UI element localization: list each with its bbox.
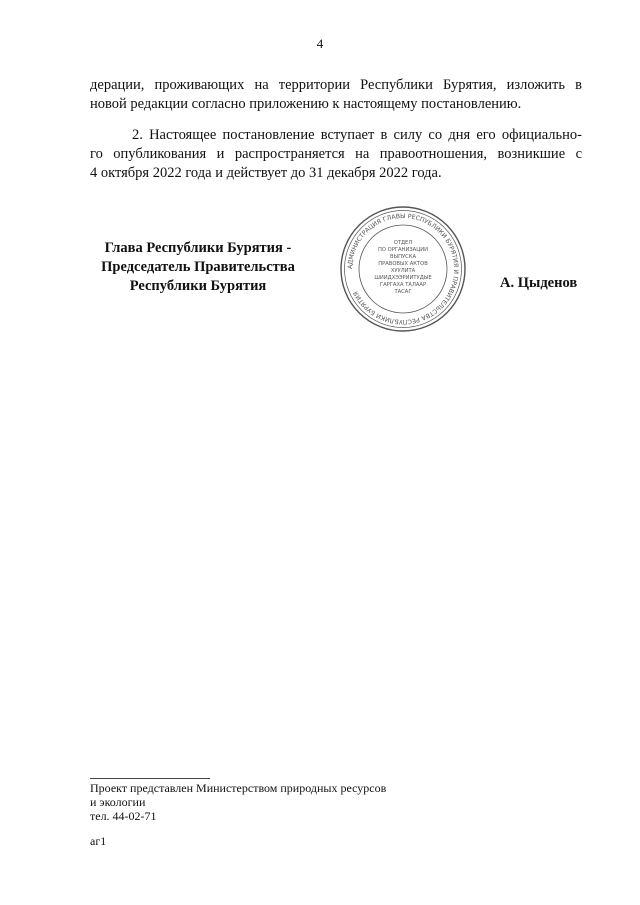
footnote-line-1: Проект представлен Министерством природных ресурсов (90, 781, 387, 795)
paragraph-1-line-1: дерации, проживающих на территории Республики Бурятия, изложить в (90, 77, 582, 93)
footnote-divider (90, 778, 210, 779)
seal-center-line-5: ХУУЛИТА (390, 268, 416, 274)
seal-center-line-7: ГАРГАХА ТАЛААР (379, 282, 427, 288)
page-number: 4 (316, 36, 324, 51)
seal-center-line-1: ОТДЕЛ (393, 240, 413, 246)
footnote (90, 781, 386, 823)
footnote-line-2: и экологии (90, 795, 146, 809)
signatory-title-line-3: Республики Бурятия (129, 278, 267, 294)
seal-center-line-3: ВЫПУСКА (389, 254, 417, 260)
signatory-title-line-1: Глава Республики Бурятия - (104, 240, 292, 256)
paragraph-2-line-1: 2. Настоящее постановление вступает в силу со дня его официально- (132, 127, 582, 143)
seal-ring-text-path: АДМИНИСТРАЦИЯ ГЛАВЫ РЕСПУБЛИКИ БУРЯТИЯ И ПРАВИТЕЛЬСТВА РЕСПУБЛИКИ БУРЯТИЯ (346, 212, 460, 326)
signatory-name: А. Цыденов (500, 275, 578, 291)
paragraph-1 (90, 76, 582, 114)
official-seal-stamp (338, 204, 468, 334)
paragraph-2 (90, 126, 582, 183)
signatory-title-line-2: Председатель Правительства (101, 259, 295, 275)
seal-center-line-8: ТАСАГ (394, 289, 412, 295)
footnote-line-3: тел. 44-02-71 (90, 809, 157, 823)
seal-center-line-6: ШИИДХЭЭРИИТУДЫЕ (374, 275, 432, 281)
document-index-mark: аг1 (90, 834, 107, 848)
seal-center-text (374, 240, 431, 295)
paragraph-1-line-2: новой редакции согласно приложению к настоящему постановлению. (90, 96, 522, 112)
paragraph-2-line-3: 4 октября 2022 года и действует до 31 декабря 2022 года. (90, 165, 442, 181)
paragraph-2-line-2: го опубликования и распространяется на правоотношения, возникшие с (90, 146, 582, 162)
seal-center-line-2: ПО ОРГАНИЗАЦИИ (377, 247, 429, 253)
signatory-title (88, 239, 308, 296)
seal-center-line-4: ПРАВОВЫХ АКТОВ (378, 261, 428, 267)
